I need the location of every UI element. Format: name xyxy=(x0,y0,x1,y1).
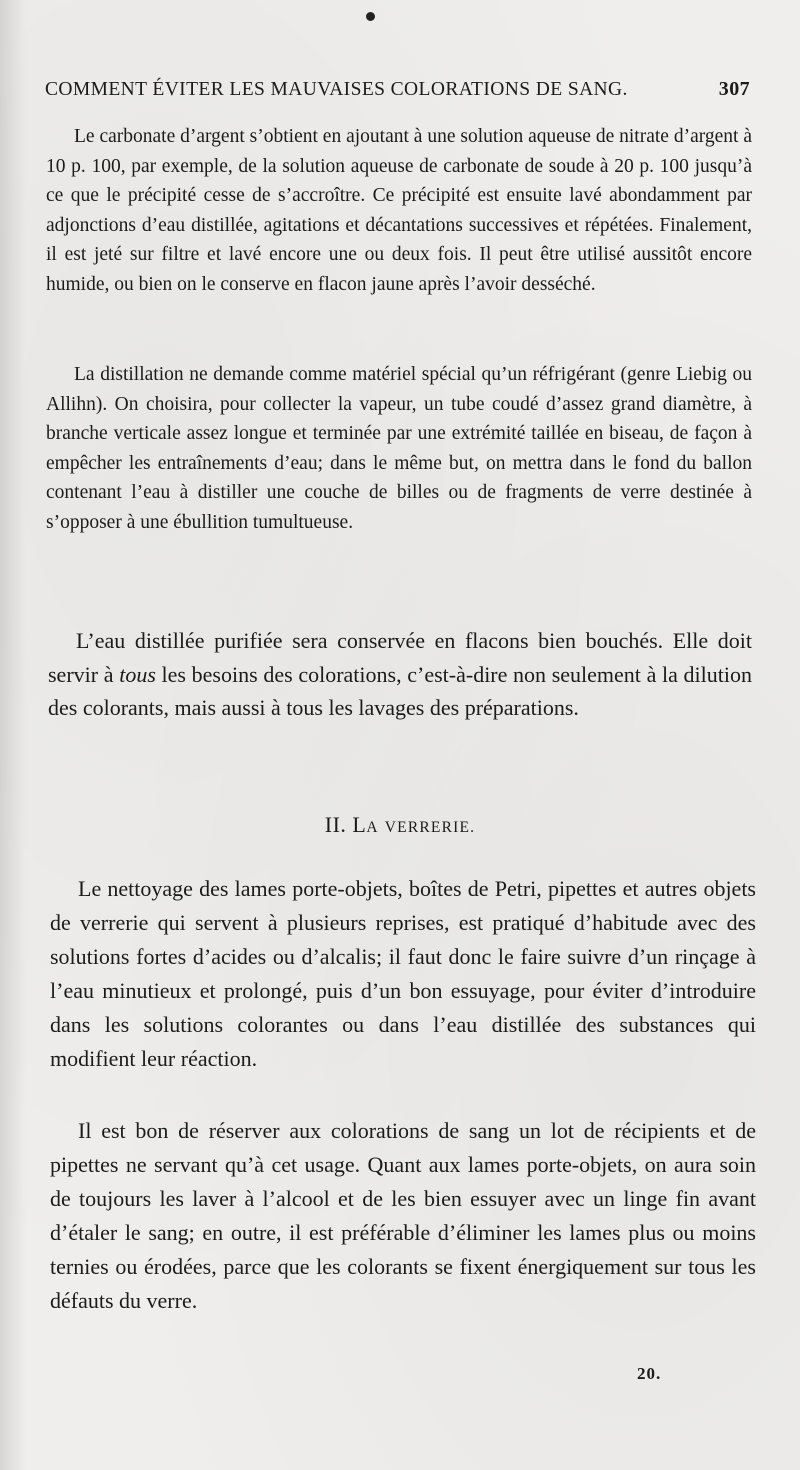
paragraph-distillation: La distillation ne demande comme matériel spécial qu’un réfrigérant (genre Liebig ou Allihn). On choisira, pour collecter la vapeur, un tube coudé d’assez grand diamètre, à branche verticale assez longue et terminée par une extrémité taillée en biseau, de façon à empêcher les entraînements d’eau; dans le même but, on mettra dans le fond du ballon contenant l’eau à distiller une couche de billes ou de fragments de verre destinée à s’opposer à une ébullition tumultueuse. xyxy=(46,364,752,533)
binding-shadow xyxy=(0,0,26,1470)
paragraph-distilled-water-part1: L’eau distillée purifiée sera conservée en flacons bien bouchés. Elle doit servir à xyxy=(48,628,752,687)
section-number: II. xyxy=(324,812,347,837)
running-head xyxy=(45,78,750,101)
paragraph-reserved-glassware: Il est bon de réserver aux colorations de sang un lot de récipients et de pipettes ne servant qu’à cet usage. Quant aux lames porte-objets, on aura soin de toujours les laver à l’alcool et de les bien essuyer avec un linge fin avant d’étaler le sang; en outre, il est préférable d’éliminer les lames plus ou moins ternies ou érodées, parce que les colorants se fixent énergiquement sur tous les défauts du verre. xyxy=(50,1118,756,1313)
paragraph-cleaning: Le nettoyage des lames porte-objets, boîtes de Petri, pipettes et autres objets de verrerie qui servent à plusieurs reprises, est pratiqué d’habitude avec des solutions fortes d’acides ou d’alcalis; il faut donc le faire suivre d’un rinçage à l’eau minutieux et prolongé, puis d’un bon essuyage, pour éviter d’introduire dans les solutions colorantes ou dans l’eau distillée des substances qui modifient leur réaction. xyxy=(50,876,756,1071)
emphasis-tous: tous xyxy=(119,661,156,687)
section-title-initial: L xyxy=(352,812,367,837)
section-heading xyxy=(0,812,800,838)
paragraph-silver-carbonate: Le carbonate d’argent s’obtient en ajoutant à une solution aqueuse de nitrate d’argent à 10 p. 100, par exemple, de la solution aqueuse de carbonate de soude à 20 p. 100 jusqu’à ce que le précipité cesse de s’accroître. Ce précipité est ensuite lavé abondamment par adjonctions d’eau distillée, agitations et décantations successives et répétées. Finalement, il est jeté sur filtre et lavé encore une ou deux fois. Il peut être utilisé aussitôt encore humide, ou bien on le conserve en flacon jaune après l’avoir desséché. xyxy=(46,126,752,295)
running-title: COMMENT ÉVITER LES MAUVAISES COLORATIONS DE SANG. xyxy=(45,79,628,100)
section-title-word: VERRERIE. xyxy=(384,819,476,836)
ink-speck xyxy=(366,12,375,21)
printer-signature: 20. xyxy=(637,1364,662,1383)
paragraph-distilled-water-part2: les besoins des colorations, c’est-à-dire non seulement à la dilution des colorants, mais aussi à tous les lavages des préparations. xyxy=(48,661,753,720)
paragraph-distilled-water xyxy=(48,624,752,725)
page-number: 307 xyxy=(718,78,750,100)
section-title-article: A xyxy=(366,819,379,836)
